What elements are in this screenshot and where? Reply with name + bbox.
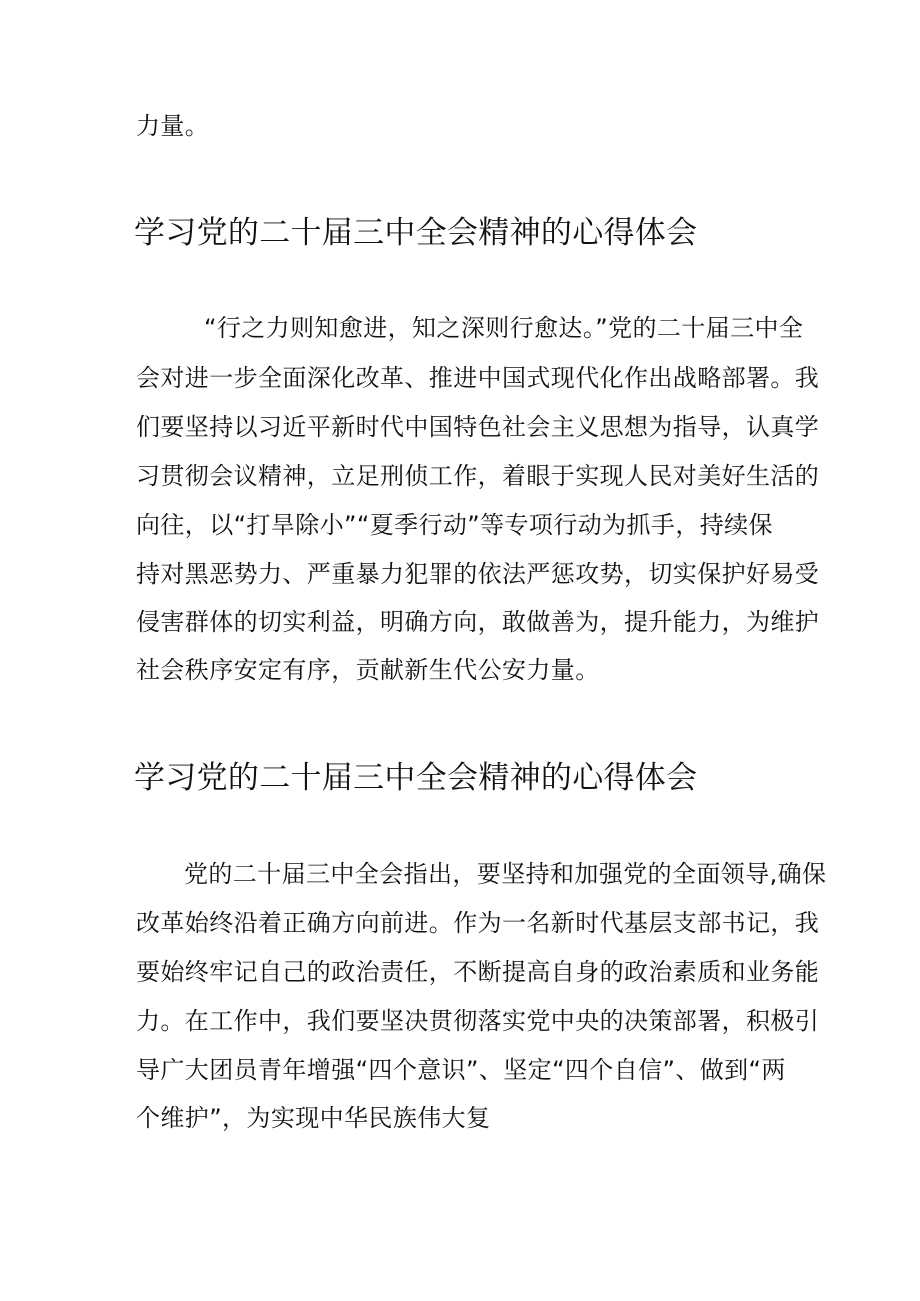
lead-in-text: 力量。 (136, 112, 210, 140)
section-2-line-3: 要始终牢记自己的政治责任，不断提高自身的政治素质和业务能 (136, 958, 820, 986)
section-1-title: 学习党的二十届三中全会精神的心得体会 (134, 215, 698, 251)
section-1-line-5: 向往，以“打旱除小”“夏季行动”等专项行动为抓手，持续保 (136, 511, 773, 539)
section-2-line-2: 改革始终沿着正确方向前进。作为一名新时代基层支部书记，我 (136, 909, 820, 937)
section-1-line-7: 侵害群体的切实利益，明确方向，敢做善为，提升能力，为维护 (136, 608, 820, 636)
section-2-title: 学习党的二十届三中全会精神的心得体会 (134, 760, 698, 796)
section-2-line-6: 个维护”，为实现中华民族伟大复 (136, 1104, 491, 1132)
section-1-line-2: 会对进一步全面深化改革、推进中国式现代化作出战略部署。我 (136, 364, 820, 392)
section-1-line-1: “行之力则知愈进，知之深则行愈达。”党的二十届三中全 (204, 314, 804, 342)
section-1-line-6: 持对黑恶势力、严重暴力犯罪的依法严惩攻势，切实保护好易受 (136, 560, 820, 588)
section-2-line-4: 力。在工作中，我们要坚决贯彻落实党中央的决策部署，积极引 (136, 1007, 820, 1035)
section-1-line-3: 们要坚持以习近平新时代中国特色社会主义思想为指导，认真学 (136, 413, 820, 441)
section-1-line-4: 习贯彻会议精神，立足刑侦工作，着眼于实现人民对美好生活的 (136, 462, 820, 490)
section-2-line-5: 导广大团员青年增强“四个意识”、坚定“四个自信”、做到“两 (136, 1056, 786, 1084)
section-2-line-1: 党的二十届三中全会指出，要坚持和加强党的全面领导,确保 (184, 860, 827, 888)
section-1-line-8: 社会秩序安定有序，贡献新生代公安力量。 (136, 656, 600, 684)
